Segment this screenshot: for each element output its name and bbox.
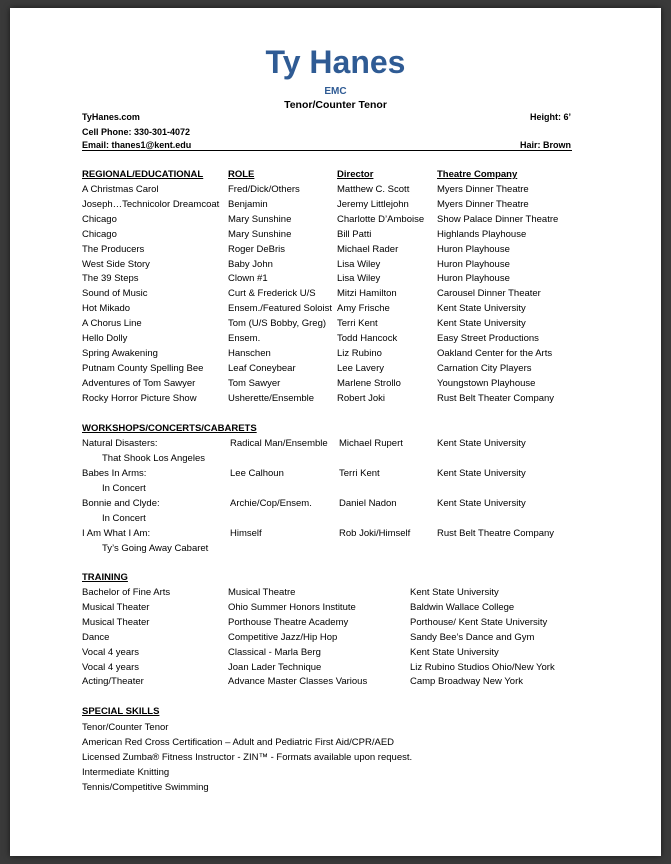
workshop-director: Michael Rupert — [339, 438, 403, 449]
workshop-subtitle: In Concert — [102, 483, 146, 494]
workshop-title: Natural Disasters: — [82, 438, 158, 449]
regional-show-title: A Chorus Line — [82, 318, 142, 330]
regional-director: Lisa Wiley — [337, 273, 381, 285]
regional-show-title: A Christmas Carol — [82, 184, 159, 195]
header-divider — [82, 150, 572, 151]
regional-director: Matthew C. Scott — [337, 184, 410, 195]
skills-section-title: SPECIAL SKILLS — [82, 706, 160, 717]
regional-show-title: Putnam County Spelling Bee — [82, 362, 204, 374]
regional-role: Usherette/Ensemble — [228, 392, 315, 404]
workshop-subtitle: That Shook Los Angeles — [102, 453, 205, 464]
regional-theatre-company: Youngstown Playhouse — [437, 377, 536, 389]
training-subject: Bachelor of Fine Arts — [82, 587, 171, 598]
regional-role: Tom (U/S Bobby, Greg) — [228, 318, 327, 330]
voice-type: Tenor/Counter Tenor — [284, 99, 387, 111]
regional-role: Mary Sunshine — [228, 213, 292, 225]
training-institution: Liz Rubino Studios Ohio/New York — [410, 661, 555, 673]
regional-role: Benjamin — [228, 198, 268, 210]
skill-item: American Red Cross Certification – Adult and Pediatric First Aid/CPR/AED — [82, 737, 395, 748]
skill-item: Intermediate Knitting — [82, 767, 170, 778]
training-program: Advance Master Classes Various — [228, 676, 368, 688]
regional-theatre-company: Rust Belt Theater Company — [437, 392, 555, 404]
regional-theatre-company: Huron Playhouse — [437, 243, 510, 255]
workshop-director: Rob Joki/Himself — [339, 528, 411, 539]
skill-item: Tenor/Counter Tenor — [82, 722, 169, 733]
training-program: Competitive Jazz/Hip Hop — [228, 631, 338, 643]
training-program: Joan Lader Technique — [228, 661, 322, 673]
regional-director: Lee Lavery — [337, 362, 385, 374]
regional-show-title: Sound of Music — [82, 288, 148, 300]
training-institution: Baldwin Wallace College — [410, 601, 515, 613]
regional-show-title: Adventures of Tom Sawyer — [82, 377, 196, 389]
regional-role: Hanschen — [228, 347, 271, 359]
regional-director: Amy Frische — [337, 303, 390, 315]
regional-role: Ensem. — [228, 333, 261, 344]
regional-theatre-company: Huron Playhouse — [437, 258, 510, 270]
workshop-company: Rust Belt Theatre Company — [437, 528, 555, 539]
workshop-subtitle: Ty’s Going Away Cabaret — [102, 543, 209, 554]
regional-show-title: The Producers — [82, 243, 145, 255]
workshop-company: Kent State University — [437, 468, 526, 479]
training-program: Musical Theatre — [228, 587, 296, 598]
training-subject: Dance — [82, 631, 110, 643]
phone: Cell Phone: 330-301-4072 — [82, 127, 191, 137]
regional-director: Lisa Wiley — [337, 258, 381, 270]
workshop-role: Lee Calhoun — [230, 468, 284, 479]
regional-director: Todd Hancock — [337, 333, 398, 344]
website: TyHanes.com — [82, 112, 140, 122]
training-section-title: TRAINING — [82, 572, 128, 583]
height: Height: 6’ — [529, 112, 571, 122]
workshop-company: Kent State University — [437, 498, 526, 509]
regional-director: Charlotte D’Amboise — [337, 213, 425, 225]
training-program: Ohio Summer Honors Institute — [228, 601, 356, 613]
regional-section-title: REGIONAL/EDUCATIONAL — [82, 169, 204, 180]
regional-show-title: Chicago — [82, 228, 117, 240]
regional-show-title: West Side Story — [82, 258, 150, 270]
training-subject: Vocal 4 years — [82, 661, 140, 673]
regional-theatre-company: Carnation City Players — [437, 362, 532, 374]
regional-director: Jeremy Littlejohn — [337, 198, 409, 210]
training-institution: Kent State University — [410, 646, 499, 658]
training-subject: Musical Theater — [82, 601, 150, 613]
workshop-subtitle: In Concert — [102, 513, 146, 524]
training-subject: Acting/Theater — [82, 676, 144, 688]
email: Email: thanes1@kent.edu — [82, 140, 192, 150]
regional-show-title: Hot Mikado — [82, 303, 131, 315]
regional-theatre-company: Carousel Dinner Theater — [437, 288, 541, 300]
regional-role: Tom Sawyer — [228, 377, 281, 389]
union-affiliation: EMC — [324, 86, 347, 97]
workshop-role: Himself — [230, 528, 262, 539]
workshop-director: Terri Kent — [339, 468, 380, 479]
training-subject: Musical Theater — [82, 616, 150, 628]
workshop-role: Radical Man/Ensemble — [230, 438, 328, 449]
regional-role: Fred/Dick/Others — [228, 184, 300, 195]
regional-director: Terri Kent — [337, 318, 378, 330]
regional-director: Marlene Strollo — [337, 377, 401, 389]
training-institution: Camp Broadway New York — [410, 676, 523, 688]
workshop-title: Bonnie and Clyde: — [82, 498, 160, 509]
regional-director: Liz Rubino — [337, 347, 382, 359]
regional-director: Mitzi Hamilton — [337, 288, 397, 300]
workshop-title: Babes In Arms: — [82, 468, 147, 479]
training-institution: Kent State University — [410, 587, 499, 598]
workshop-director: Daniel Nadon — [339, 498, 397, 509]
workshop-role: Archie/Cop/Ensem. — [230, 498, 312, 509]
training-institution: Porthouse/ Kent State University — [410, 616, 548, 628]
regional-theatre-company: Oakland Center for the Arts — [437, 347, 553, 359]
workshop-title: I Am What I Am: — [82, 528, 151, 539]
resume-page — [10, 8, 661, 856]
training-subject: Vocal 4 years — [82, 646, 140, 658]
regional-role: Curt & Frederick U/S — [228, 288, 316, 300]
regional-show-title: The 39 Steps — [82, 273, 139, 285]
skill-item: Licensed Zumba® Fitness Instructor - ZIN™ - Formats available upon request. — [82, 752, 413, 763]
regional-theatre-company: Show Palace Dinner Theatre — [437, 213, 559, 225]
regional-show-title: Chicago — [82, 213, 117, 225]
regional-theatre-company: Myers Dinner Theatre — [437, 198, 529, 210]
column-header-director: Director — [337, 169, 374, 180]
regional-director: Robert Joki — [337, 392, 386, 404]
regional-show-title: Hello Dolly — [82, 333, 128, 344]
regional-show-title: Rocky Horror Picture Show — [82, 392, 197, 404]
regional-role: Leaf Coneybear — [228, 362, 296, 374]
regional-theatre-company: Huron Playhouse — [437, 273, 510, 285]
column-header-company: Theatre Company — [437, 169, 518, 180]
regional-theatre-company: Easy Street Productions — [437, 333, 539, 344]
workshops-section-title: WORKSHOPS/CONCERTS/CABARETS — [82, 423, 257, 434]
hair: Hair: Brown — [519, 140, 571, 150]
regional-show-title: Spring Awakening — [82, 347, 158, 359]
regional-director: Michael Rader — [337, 243, 399, 255]
regional-theatre-company: Highlands Playhouse — [437, 228, 527, 240]
training-institution: Sandy Bee’s Dance and Gym — [410, 631, 535, 643]
regional-theatre-company: Kent State University — [437, 318, 526, 330]
training-program: Porthouse Theatre Academy — [228, 616, 349, 628]
column-header-role: ROLE — [228, 169, 255, 180]
workshop-company: Kent State University — [437, 438, 526, 449]
skills-list — [82, 720, 412, 795]
regional-role: Mary Sunshine — [228, 228, 292, 240]
regional-theatre-company: Myers Dinner Theatre — [437, 184, 529, 195]
skill-item: Tennis/Competitive Swimming — [82, 782, 209, 793]
actor-name: Ty Hanes — [265, 44, 406, 80]
regional-theatre-company: Kent State University — [437, 303, 526, 315]
regional-role: Baby John — [228, 258, 273, 270]
regional-director: Bill Patti — [337, 228, 372, 240]
training-program: Classical - Marla Berg — [228, 646, 321, 658]
regional-show-title: Joseph…Technicolor Dreamcoat — [82, 198, 220, 210]
regional-role: Roger DeBris — [228, 243, 286, 255]
regional-role: Clown #1 — [228, 273, 268, 285]
regional-role: Ensem./Featured Soloist — [228, 303, 333, 315]
